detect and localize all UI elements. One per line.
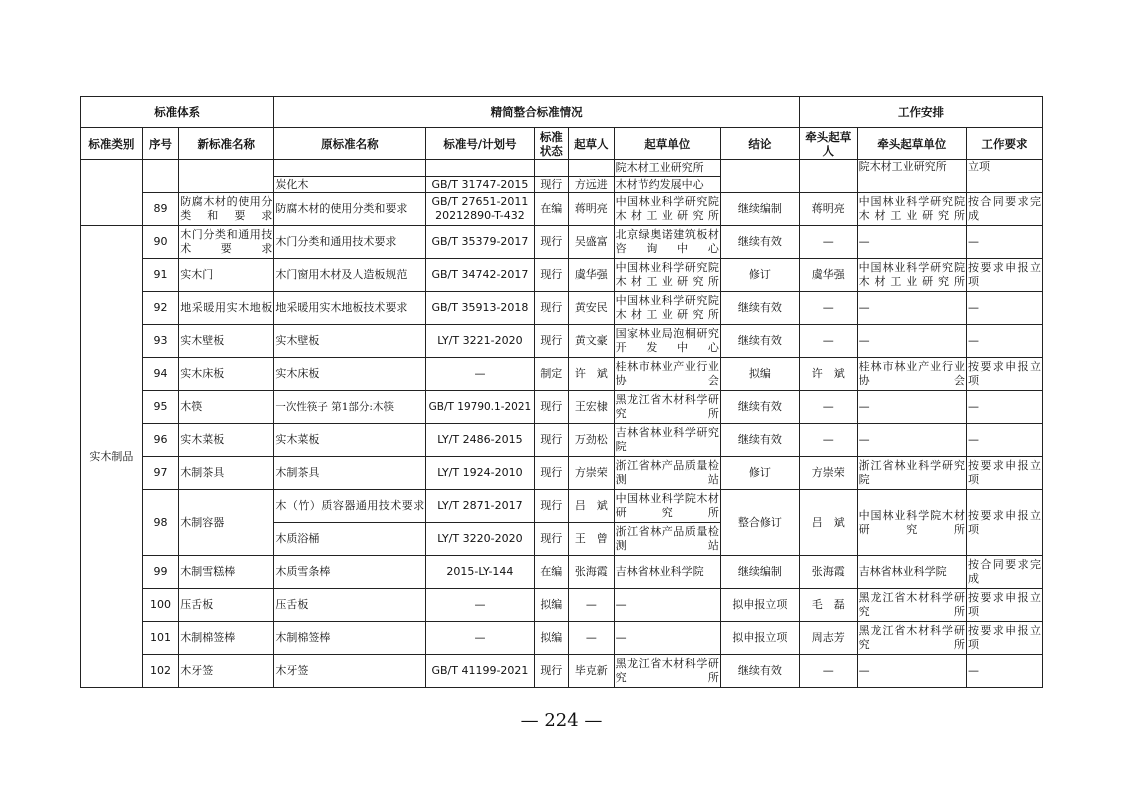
lead-drafter: —: [799, 391, 857, 424]
drafting-unit: 吉林省林业科学研究院: [614, 424, 720, 457]
lead-unit: 中国林业科学院木材研究所: [857, 490, 966, 556]
category-cell: 实木制品: [81, 226, 143, 688]
lead-drafter: 毛 磊: [799, 589, 857, 622]
seq: 100: [142, 589, 178, 622]
requirement: 立项: [966, 160, 1042, 193]
seq: 98: [142, 490, 178, 556]
seq: 90: [142, 226, 178, 259]
header-new-name: 新标准名称: [179, 128, 274, 160]
drafting-unit: 中国林业科学研究院木材工业研究所: [614, 259, 720, 292]
status: 现行: [534, 177, 568, 193]
standards-table: [80, 96, 1043, 688]
lead-drafter: —: [799, 325, 857, 358]
lead-drafter: 蒋明亮: [799, 193, 857, 226]
table-row: [81, 292, 1043, 325]
page-number: — 224 —: [520, 710, 603, 731]
lead-unit: 浙江省林业科学研究院: [857, 457, 966, 490]
orig-name: 木质浴桶: [274, 523, 426, 556]
lead-drafter: 虞华强: [799, 259, 857, 292]
header-consolidation-situation: 精简整合标准情况: [274, 97, 800, 128]
header-requirement: 工作要求: [966, 128, 1042, 160]
new-name: 木制容器: [179, 490, 274, 556]
lead-drafter: —: [799, 226, 857, 259]
header-category: 标准类别: [81, 128, 143, 160]
requirement: —: [966, 226, 1042, 259]
header-std-no: 标准号/计划号: [426, 128, 534, 160]
drafting-unit: 国家林业局泡桐研究开发中心: [614, 325, 720, 358]
drafter: 万劲松: [569, 424, 615, 457]
conclusion: 继续有效: [720, 292, 799, 325]
drafting-unit: 中国林业科学院木材研究所: [614, 490, 720, 523]
std-no-line-1: GB/T 27651-2011: [431, 195, 529, 208]
std-no: GB/T 31747-2015: [426, 177, 534, 193]
lead-drafter: —: [799, 424, 857, 457]
lead-unit: —: [857, 292, 966, 325]
new-name: 实木床板: [179, 358, 274, 391]
requirement: —: [966, 391, 1042, 424]
new-name: 实木菜板: [179, 424, 274, 457]
seq: 96: [142, 424, 178, 457]
lead-unit: 黑龙江省木材科学研究所: [857, 622, 966, 655]
drafting-unit: 院木材工业研究所: [614, 160, 720, 177]
drafter: 方远进: [569, 177, 615, 193]
new-name: 木筷: [179, 391, 274, 424]
table-row: [81, 160, 1043, 177]
seq: 94: [142, 358, 178, 391]
table-row: [81, 457, 1043, 490]
drafter: 黄安民: [569, 292, 615, 325]
status: 在编: [534, 193, 568, 226]
lead-unit: —: [857, 424, 966, 457]
std-no: LY/T 1924-2010: [426, 457, 534, 490]
drafter: 吴盛富: [569, 226, 615, 259]
drafter: 方崇荣: [569, 457, 615, 490]
requirement: 按要求申报立项: [966, 259, 1042, 292]
orig-name: 实木壁板: [274, 325, 426, 358]
new-name: 实木门: [179, 259, 274, 292]
header-lead-unit: 牵头起草单位: [857, 128, 966, 160]
drafter: 蒋明亮: [569, 193, 615, 226]
orig-name: 木制茶具: [274, 457, 426, 490]
conclusion: 继续编制: [720, 556, 799, 589]
drafter: 张海霞: [569, 556, 615, 589]
lead-unit: —: [857, 226, 966, 259]
header-status: 标准状态: [534, 128, 568, 160]
drafting-unit: —: [614, 622, 720, 655]
new-name: 木门分类和通用技术要求: [179, 226, 274, 259]
drafting-unit: 木材节约发展中心: [614, 177, 720, 193]
table-row: [81, 655, 1043, 688]
requirement: 按要求申报立项: [966, 589, 1042, 622]
std-no: GB/T 41199-2021: [426, 655, 534, 688]
drafter: 许 斌: [569, 358, 615, 391]
seq: 102: [142, 655, 178, 688]
std-no: [426, 193, 534, 226]
orig-name: 防腐木材的使用分类和要求: [274, 193, 426, 226]
std-no: GB/T 19790.1-2021: [426, 391, 534, 424]
seq: 93: [142, 325, 178, 358]
orig-name: 木质雪条棒: [274, 556, 426, 589]
std-no: —: [426, 589, 534, 622]
drafting-unit: 中国林业科学研究院木材工业研究所: [614, 292, 720, 325]
std-no: LY/T 3220-2020: [426, 523, 534, 556]
new-name: 地采暖用实木地板: [179, 292, 274, 325]
conclusion: 拟申报立项: [720, 622, 799, 655]
table-row: [81, 556, 1043, 589]
std-no: GB/T 34742-2017: [426, 259, 534, 292]
orig-name: 实木菜板: [274, 424, 426, 457]
std-no: GB/T 35913-2018: [426, 292, 534, 325]
std-no: —: [426, 358, 534, 391]
conclusion: 拟申报立项: [720, 589, 799, 622]
status: 现行: [534, 655, 568, 688]
drafting-unit: 北京绿奥诺建筑板材咨询中心: [614, 226, 720, 259]
orig-name: 木（竹）质容器通用技术要求: [274, 490, 426, 523]
lead-drafter: —: [799, 655, 857, 688]
header-conclusion: 结论: [720, 128, 799, 160]
conclusion: 继续有效: [720, 424, 799, 457]
lead-drafter: 吕 斌: [799, 490, 857, 556]
group-header-row: [81, 97, 1043, 128]
requirement: —: [966, 655, 1042, 688]
drafting-unit: 浙江省林产品质量检测站: [614, 523, 720, 556]
drafter: 毕克新: [569, 655, 615, 688]
table-row: [81, 325, 1043, 358]
std-no: LY/T 2486-2015: [426, 424, 534, 457]
orig-name: 炭化木: [274, 177, 426, 193]
drafter: —: [569, 622, 615, 655]
conclusion: 继续有效: [720, 655, 799, 688]
requirement: 按要求申报立项: [966, 622, 1042, 655]
header-standard-system: 标准体系: [81, 97, 274, 128]
lead-unit: 中国林业科学研究院木材工业研究所: [857, 259, 966, 292]
header-drafter: 起草人: [569, 128, 615, 160]
requirement: —: [966, 424, 1042, 457]
lead-unit: 院木材工业研究所: [857, 160, 966, 193]
status: 现行: [534, 391, 568, 424]
drafting-unit: 中国林业科学研究院木材工业研究所: [614, 193, 720, 226]
drafting-unit: 黑龙江省木材科学研究所: [614, 655, 720, 688]
status: 在编: [534, 556, 568, 589]
lead-unit: —: [857, 325, 966, 358]
drafting-unit: —: [614, 589, 720, 622]
drafter: 吕 斌: [569, 490, 615, 523]
orig-name: 一次性筷子 第1部分:木筷: [274, 391, 426, 424]
lead-drafter: —: [799, 292, 857, 325]
std-no: 2015-LY-144: [426, 556, 534, 589]
new-name: 木制雪糕棒: [179, 556, 274, 589]
requirement: 按要求申报立项: [966, 457, 1042, 490]
orig-name: 木门分类和通用技术要求: [274, 226, 426, 259]
lead-drafter: 张海霞: [799, 556, 857, 589]
conclusion: 拟编: [720, 358, 799, 391]
table-row: [81, 193, 1043, 226]
std-no: GB/T 35379-2017: [426, 226, 534, 259]
lead-unit: 吉林省林业科学院: [857, 556, 966, 589]
seq: 97: [142, 457, 178, 490]
orig-name: 实木床板: [274, 358, 426, 391]
lead-unit: —: [857, 655, 966, 688]
requirement: —: [966, 325, 1042, 358]
lead-drafter: 方崇荣: [799, 457, 857, 490]
orig-name: 木门窗用木材及人造板规范: [274, 259, 426, 292]
status: 现行: [534, 523, 568, 556]
orig-name: 压舌板: [274, 589, 426, 622]
new-name: 防腐木材的使用分类和要求: [179, 193, 274, 226]
conclusion: 修订: [720, 457, 799, 490]
new-name: 压舌板: [179, 589, 274, 622]
std-no: LY/T 2871-2017: [426, 490, 534, 523]
drafter: 王 曾: [569, 523, 615, 556]
column-header-row: [81, 128, 1043, 160]
table-row: [81, 358, 1043, 391]
seq: 92: [142, 292, 178, 325]
orig-name: 木制棉签棒: [274, 622, 426, 655]
conclusion: 继续有效: [720, 325, 799, 358]
status: 制定: [534, 358, 568, 391]
seq: 95: [142, 391, 178, 424]
new-name: 木制棉签棒: [179, 622, 274, 655]
seq: 101: [142, 622, 178, 655]
status: 拟编: [534, 589, 568, 622]
std-no-line-2: 20212890-T-432: [435, 209, 525, 222]
status: 现行: [534, 490, 568, 523]
lead-unit: 黑龙江省木材科学研究所: [857, 589, 966, 622]
seq: 89: [142, 193, 178, 226]
seq: 91: [142, 259, 178, 292]
requirement: 按合同要求完成: [966, 556, 1042, 589]
status: 现行: [534, 457, 568, 490]
requirement: 按要求申报立项: [966, 490, 1042, 556]
drafter: —: [569, 589, 615, 622]
header-drafting-unit: 起草单位: [614, 128, 720, 160]
std-no: —: [426, 622, 534, 655]
lead-drafter: 周志芳: [799, 622, 857, 655]
status: 现行: [534, 259, 568, 292]
lead-unit: 桂林市林业产业行业协会: [857, 358, 966, 391]
status: 现行: [534, 226, 568, 259]
std-no: LY/T 3221-2020: [426, 325, 534, 358]
status: 现行: [534, 325, 568, 358]
requirement: 按合同要求完成: [966, 193, 1042, 226]
header-lead-drafter: 牵头起草人: [799, 128, 857, 160]
conclusion: 继续有效: [720, 391, 799, 424]
drafter: 王宏棣: [569, 391, 615, 424]
requirement: —: [966, 292, 1042, 325]
new-name: 实木壁板: [179, 325, 274, 358]
new-name: 木牙签: [179, 655, 274, 688]
table-row: [81, 259, 1043, 292]
header-seq: 序号: [142, 128, 178, 160]
lead-drafter: 许 斌: [799, 358, 857, 391]
orig-name: 木牙签: [274, 655, 426, 688]
table-row: [81, 589, 1043, 622]
status: 现行: [534, 292, 568, 325]
drafter: 黄文豪: [569, 325, 615, 358]
table-row: [81, 490, 1043, 523]
table-row: [81, 226, 1043, 259]
lead-unit: —: [857, 391, 966, 424]
lead-unit: 中国林业科学研究院木材工业研究所: [857, 193, 966, 226]
table-row: [81, 622, 1043, 655]
drafter: 虞华强: [569, 259, 615, 292]
header-work-arrangement: 工作安排: [799, 97, 1042, 128]
header-orig-name: 原标准名称: [274, 128, 426, 160]
drafting-unit: 吉林省林业科学院: [614, 556, 720, 589]
conclusion: 继续编制: [720, 193, 799, 226]
conclusion: 继续有效: [720, 226, 799, 259]
conclusion: 整合修订: [720, 490, 799, 556]
table-row: [81, 391, 1043, 424]
new-name: 木制茶具: [179, 457, 274, 490]
status: 拟编: [534, 622, 568, 655]
table-row: [81, 424, 1043, 457]
drafting-unit: 桂林市林业产业行业协会: [614, 358, 720, 391]
drafting-unit: 浙江省林产品质量检测站: [614, 457, 720, 490]
status: 现行: [534, 424, 568, 457]
requirement: 按要求申报立项: [966, 358, 1042, 391]
drafting-unit: 黑龙江省木材科学研究所: [614, 391, 720, 424]
orig-name: 地采暖用实木地板技术要求: [274, 292, 426, 325]
conclusion: 修订: [720, 259, 799, 292]
seq: 99: [142, 556, 178, 589]
